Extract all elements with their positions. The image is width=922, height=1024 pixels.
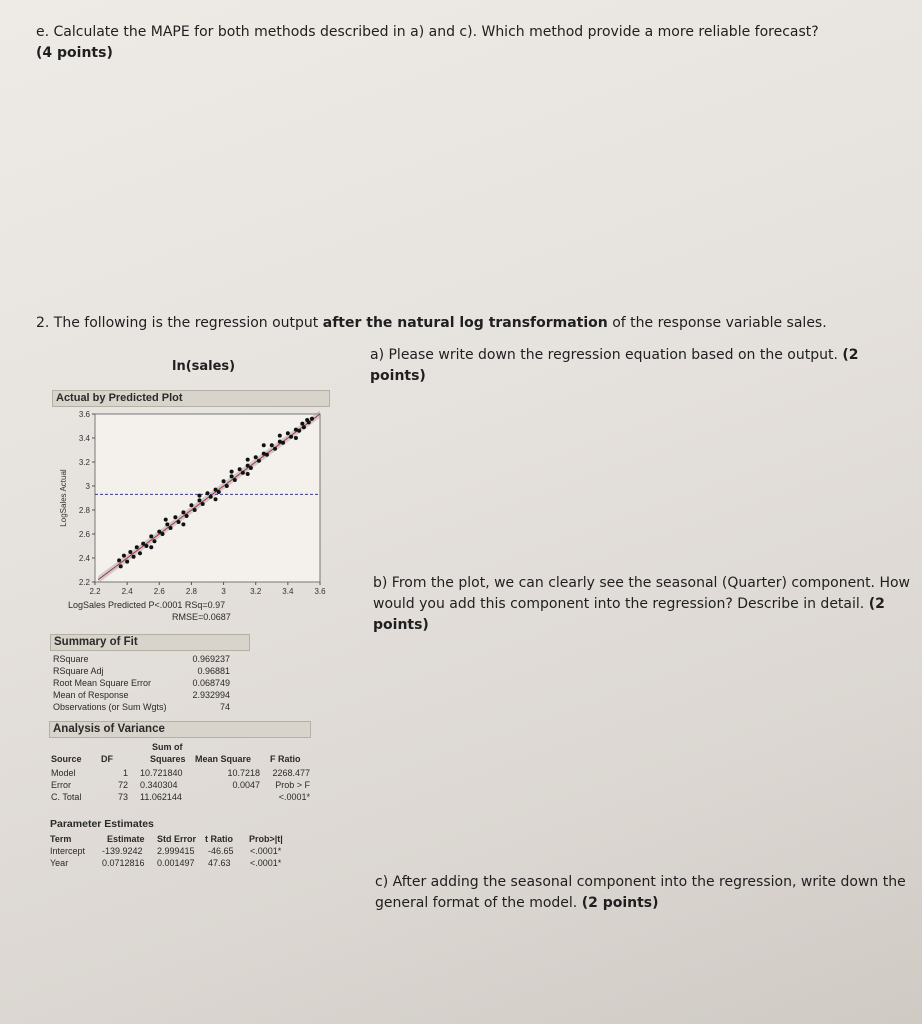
data-point <box>289 435 293 439</box>
x-caption-1: LogSales Predicted P<.0001 RSq=0.97 <box>68 600 226 610</box>
fit-label: RSquare Adj <box>53 666 104 676</box>
param-t: -46.65 <box>208 846 234 856</box>
data-point <box>270 443 274 447</box>
x-tick-label: 3.2 <box>250 587 262 596</box>
anova-f: <.0001* <box>278 792 310 802</box>
param-se: 0.001497 <box>157 858 195 868</box>
anova-df: 73 <box>117 792 128 802</box>
part-c <box>375 872 920 914</box>
anova-header: Analysis of Variance <box>49 721 311 738</box>
y-tick-label: 2.4 <box>78 554 90 563</box>
fit-value: 74 <box>219 702 230 712</box>
data-point <box>214 488 218 492</box>
data-point <box>119 564 123 568</box>
anova-df: 72 <box>117 780 128 790</box>
anova-col-df: DF <box>101 754 113 764</box>
data-point <box>117 558 121 562</box>
anova-df: 1 <box>122 768 128 778</box>
x-tick-label: 3.6 <box>314 587 326 596</box>
data-point <box>307 420 311 424</box>
param-col-term: Term <box>50 834 72 844</box>
part-b <box>373 573 913 636</box>
data-point <box>144 544 148 548</box>
param-estimate: 0.0712816 <box>102 858 145 868</box>
anova-f: 2268.477 <box>272 768 310 778</box>
param-term: Year <box>50 858 69 868</box>
question-2-bold: after the natural log transformation <box>322 315 608 331</box>
fit-value: 2.932994 <box>192 690 230 700</box>
data-point <box>233 478 237 482</box>
anova-f: Prob > F <box>275 780 310 790</box>
data-point <box>132 555 136 559</box>
data-point <box>149 545 153 549</box>
part-c-text: c) After adding the seasonal component into the regression, write down the general format of the model. <box>375 874 906 911</box>
data-point <box>157 530 161 534</box>
anova-ss: 0.340304 <box>140 780 178 790</box>
param-term: Intercept <box>50 846 86 856</box>
x-tick-label: 3.4 <box>282 587 294 596</box>
anova-source: Model <box>51 768 76 778</box>
data-point <box>249 466 253 470</box>
y-tick-label: 2.2 <box>78 578 90 587</box>
data-point <box>214 497 218 501</box>
data-point <box>222 479 226 483</box>
data-point <box>181 510 185 514</box>
data-point <box>225 484 229 488</box>
data-point <box>302 425 306 429</box>
part-a-text: a) Please write down the regression equation based on the output. <box>370 347 838 363</box>
data-point <box>149 534 153 538</box>
data-point <box>152 539 156 543</box>
part-a-points: (2 points) <box>370 347 859 384</box>
data-point <box>310 417 314 421</box>
fit-value: 0.969237 <box>192 654 230 664</box>
summary-of-fit-header: Summary of Fit <box>50 634 250 651</box>
data-point <box>241 471 245 475</box>
part-b-text: b) From the plot, we can clearly see the seasonal (Quarter) component. How would you add this component into the regression? Describe in detail. <box>373 575 911 612</box>
data-point <box>265 453 269 457</box>
param-t: 47.63 <box>208 858 231 868</box>
fit-label: Root Mean Square Error <box>53 678 152 688</box>
parameter-estimates-header: Parameter Estimates <box>50 818 154 830</box>
question-2-prefix: 2. The following is the regression output <box>36 315 323 331</box>
param-p: <.0001* <box>250 858 282 868</box>
data-point <box>300 422 304 426</box>
data-point <box>193 508 197 512</box>
y-tick-label: 3.6 <box>78 410 90 419</box>
anova-source: Error <box>51 780 71 790</box>
data-point <box>189 503 193 507</box>
x-tick-label: 2.8 <box>185 587 197 596</box>
param-estimate: -139.9242 <box>102 846 143 856</box>
fit-label: Observations (or Sum Wgts) <box>53 702 167 712</box>
param-p: <.0001* <box>250 846 282 856</box>
x-tick-label: 2.4 <box>121 587 133 596</box>
data-point <box>135 545 139 549</box>
data-point <box>230 470 234 474</box>
data-point <box>138 551 142 555</box>
param-col-t: t Ratio <box>205 834 233 844</box>
question-2-suffix: of the response variable sales. <box>607 315 827 331</box>
anova-ms: 10.7218 <box>227 768 260 778</box>
param-col-p: Prob>|t| <box>249 834 283 844</box>
data-point <box>278 434 282 438</box>
part-b-points: (2 points) <box>373 596 885 633</box>
data-point <box>122 554 126 558</box>
data-point <box>281 441 285 445</box>
fit-value: 0.068749 <box>192 678 230 688</box>
x-tick-label: 3 <box>221 587 226 596</box>
data-point <box>286 431 290 435</box>
data-point <box>197 494 201 498</box>
data-point <box>169 526 173 530</box>
fit-label: RSquare <box>53 654 89 664</box>
anova-sum-of: Sum of <box>152 742 183 752</box>
data-point <box>246 458 250 462</box>
question-e-points: (4 points) <box>36 45 113 61</box>
data-point <box>125 560 129 564</box>
part-c-points: (2 points) <box>581 895 659 911</box>
x-tick-label: 2.2 <box>89 587 101 596</box>
data-point <box>238 467 242 471</box>
question-2 <box>36 313 856 334</box>
param-se: 2.999415 <box>157 846 195 856</box>
data-point <box>294 436 298 440</box>
output-title: ln(sales) <box>172 359 236 374</box>
data-point <box>165 522 169 526</box>
data-point <box>181 522 185 526</box>
data-point <box>230 474 234 478</box>
anova-col-f: F Ratio <box>270 754 301 764</box>
param-col-se: Std Error <box>157 834 197 844</box>
param-col-estimate: Estimate <box>107 834 145 844</box>
anova-col-ss: Squares <box>150 754 186 764</box>
data-point <box>173 515 177 519</box>
data-point <box>246 464 250 468</box>
anova-col-ms: Mean Square <box>195 754 252 764</box>
plot-layer <box>59 410 326 596</box>
anova-ss: 11.062144 <box>140 792 182 802</box>
x-tick-label: 2.6 <box>153 587 165 596</box>
y-axis-label: LogSales Actual <box>59 469 68 527</box>
question-e <box>36 22 836 64</box>
data-point <box>262 443 266 447</box>
anova-source: C. Total <box>51 792 82 802</box>
anova-ms: 0.0047 <box>232 780 260 790</box>
data-point <box>141 542 145 546</box>
y-tick-label: 3 <box>85 482 90 491</box>
data-point <box>273 447 277 451</box>
data-point <box>185 514 189 518</box>
question-e-text: e. Calculate the MAPE for both methods described in a) and c). Which method provide a more reliable forecast? <box>36 24 819 40</box>
data-point <box>246 472 250 476</box>
anova-ss: 10.721840 <box>140 768 183 778</box>
data-point <box>177 520 181 524</box>
data-point <box>161 532 165 536</box>
data-point <box>209 495 213 499</box>
data-point <box>297 429 301 433</box>
data-point <box>217 490 221 494</box>
data-point <box>254 455 258 459</box>
fit-label: Mean of Response <box>53 690 129 700</box>
fit-value: 0.96881 <box>197 666 230 676</box>
data-point <box>206 491 210 495</box>
y-tick-label: 2.8 <box>78 506 90 515</box>
plot-header: Actual by Predicted Plot <box>52 390 330 407</box>
y-tick-label: 2.6 <box>78 530 90 539</box>
data-point <box>201 502 205 506</box>
data-point <box>128 550 132 554</box>
data-point <box>197 498 201 502</box>
y-tick-label: 3.4 <box>78 434 90 443</box>
data-point <box>164 518 168 522</box>
part-a <box>370 345 910 387</box>
x-caption-2: RMSE=0.0687 <box>172 612 231 622</box>
data-point <box>257 459 261 463</box>
y-tick-label: 3.2 <box>78 458 90 467</box>
anova-col-source: Source <box>51 754 82 764</box>
